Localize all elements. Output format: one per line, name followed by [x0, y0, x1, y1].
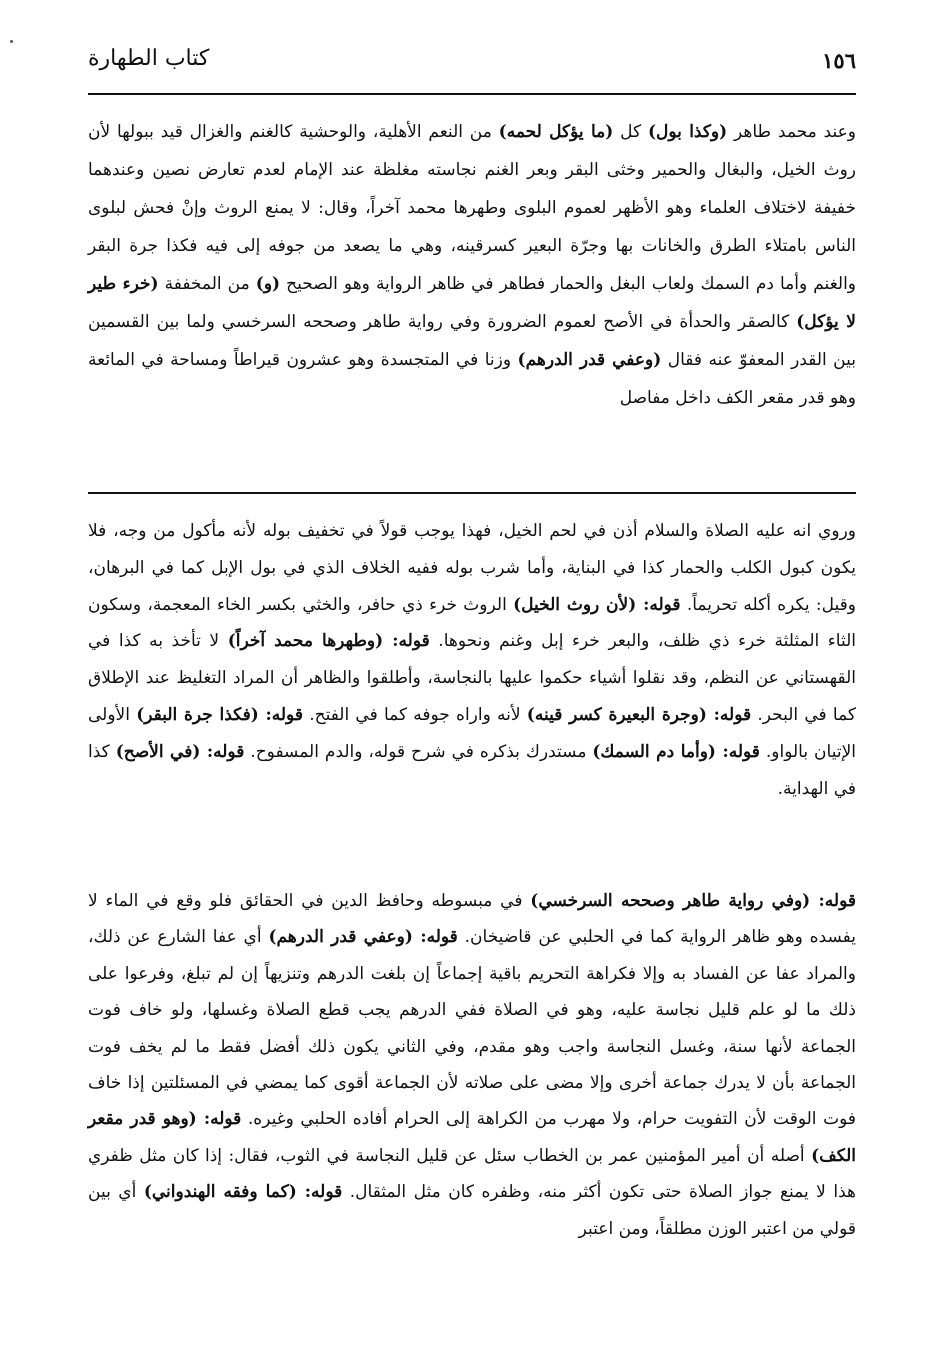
text-run: لا تأخذ به كذا في القهستاني عن النظم، وقد نقلوا أشياء حكموا عليها بالنجاسة، وأطلقوا والظاهر أن المراد التغليظ عند الإطلاق كما في البحر. [88, 631, 856, 725]
main-paragraph [88, 113, 856, 417]
quoted-phrase: (وعفي قدر الدرهم) [268, 927, 421, 948]
quoted-phrase: (ما يؤكل لحمه) [498, 122, 614, 142]
quoted-phrase: (كما وفقه الهندواني) [143, 1182, 305, 1203]
qawluhu-marker: قوله: [265, 704, 303, 725]
qawluhu-marker: قوله: [392, 631, 430, 652]
qawluhu-marker: قوله: [643, 594, 681, 615]
commentary-section-1 [88, 513, 856, 807]
header-rule [88, 93, 856, 95]
qawluhu-marker: قوله: [713, 704, 752, 725]
quoted-phrase: (في الأصح) [115, 741, 207, 762]
text-run: كذا في الهداية. [88, 741, 856, 799]
main-text [88, 113, 856, 417]
text-run: كالصقر والحدأة في الأصح لعموم الضرورة وفي رواية طاهر وصححه السرخسي ولما بين القسمين بين القدر المعفوّ عنه فقال [88, 312, 856, 370]
commentary-section-2 [88, 883, 856, 1247]
page-number: ١٥٦ [822, 48, 856, 73]
text-run: كل [613, 122, 648, 142]
text-run: أي عفا الشارع عن ذلك، والمراد عفا عن الفساد به وإلا فكراهة التحريم باقية إجماعاً إن بلغت الدرهم وتنزيهاً إن لم تبلغ، وفرعوا على ذلك ما لو علم قليل نجاسة عليه، وهو في الصلاة ففي الدرهم يجب قطع الصلاة وغسلها، ولو خاف فوت الجماعة لأنها سنة، وغسل النجاسة واجب وهو مقدم، وفي الثاني يكون ذلك أفضل فقط ما لم يخف فوت الجماعة بأن لا يدرك جماعة أخرى وإلا مضى على صلاته لأن الجماعة أقوى كما يمضي في المسئلتين إذا خاف فوت الوقت لأن التفويت حرام، ولا مهرب من الكراهة إلى الحرام أفاده الحلبي وغيره. [88, 927, 856, 1130]
quoted-phrase: (لأن روث الخيل) [513, 594, 644, 615]
text-run: وروي انه عليه الصلاة والسلام أذن في لحم الخيل، فهذا يوجب قولاً في تخفيف بوله لأنه مأكول من وجه، فلا يكون كبول الكلب والحمار كذا في البناية، وأما شرب بوله ففيه الخلاف الذي في بول الإبل كما في البرهان، وقيل: يكره أكله تحريماً. [88, 521, 856, 615]
text-run: لأنه واراه جوفه كما في الفتح. [302, 704, 527, 725]
qawluhu-marker: قوله: [818, 891, 856, 911]
qawluhu-marker: قوله: [722, 741, 760, 762]
quoted-phrase: (و) [255, 274, 281, 294]
running-head [88, 46, 856, 84]
quoted-phrase: (وأما دم السمك) [592, 741, 723, 762]
commentary-paragraph [88, 883, 856, 1247]
text-run: وزنا في المتجسدة وهو عشرون قيراطاً ومساحة في المائعة وهو قدر مقعر الكف داخل مفاصل [88, 350, 856, 408]
book-title: كتاب الطهارة [88, 46, 210, 71]
text-run: من المخففة [158, 274, 256, 294]
text-run: الروث خرء ذي حافر، والخثي بكسر الخاء المعجمة، وسكون الثاء المثلثة خرء ذي ظلف، والبعر خرء إبل وغنم ونحوها. [88, 594, 857, 652]
scan-speck [10, 40, 13, 43]
quoted-phrase: (وكذا بول) [647, 122, 728, 142]
qawluhu-marker: قوله: [203, 1109, 242, 1130]
commentary-paragraph [88, 513, 856, 807]
separator-rule [88, 492, 856, 494]
text-run: وعند محمد طاهر [727, 122, 856, 142]
quoted-phrase: (وجرة البعيرة كسر قينه) [526, 704, 714, 725]
text-run: أي بين قولي من اعتبر الوزن مطلقاً، ومن اعتبر [88, 1182, 856, 1239]
quoted-phrase: (خرء طير لا يؤكل) [88, 274, 856, 332]
quoted-phrase: (وفي رواية طاهر وصححه السرخسي) [530, 891, 819, 911]
quoted-phrase: (وهو قدر مقعر الكف) [88, 1109, 856, 1166]
text-run: في مبسوطه وحافظ الدين في الحقائق فلو وقع في الماء لا يفسده وهو ظاهر الرواية كما في الحلبي عن قاضيخان. [88, 891, 856, 948]
quoted-phrase: (وطهرها محمد آخراً) [227, 631, 393, 652]
text-run: من النعم الأهلية، والوحشية كالغنم والغزال قيد ببولها لأن روث الخيل، والبغال والحمير وخثى البقر وبعر الغنم نجاسته مغلظة عند الإمام لعدم تعارض نصين وعندهما خفيفة لاختلاف العلماء وهو الأظهر لعموم البلوى وطهرها محمد آخراً، وقال: لا يمنع الروث وإنْ فحش لبلوى الناس بامتلاء الطرق والخانات بها وجرّة البعير كسرقينه، وهي ما يصعد من جوفه إلى فيه فكذا جرة البقر والغنم وأما دم السمك ولعاب البغل والحمار فطاهر في ظاهر الرواية وهو الصحيح [88, 122, 857, 294]
text-run: أصله أن أمير المؤمنين عمر بن الخطاب سئل عن قليل النجاسة في الثوب، فقال: إذا كان مثل ظفري هذا لا يمنع جواز الصلاة حتى تكون أكثر منه، وظفره كان مثل المثقال. [88, 1145, 856, 1203]
qawluhu-marker: قوله: [206, 741, 245, 762]
text-run: الأولى الإتيان بالواو. [88, 704, 856, 762]
quoted-phrase: (فكذا جرة البقر) [136, 704, 266, 725]
qawluhu-marker: قوله: [304, 1182, 343, 1203]
quoted-phrase: (وعفي قدر الدرهم) [517, 350, 662, 370]
qawluhu-marker: قوله: [420, 927, 458, 948]
text-run: مستدرك بذكره في شرح قوله، والدم المسفوح. [244, 741, 593, 762]
